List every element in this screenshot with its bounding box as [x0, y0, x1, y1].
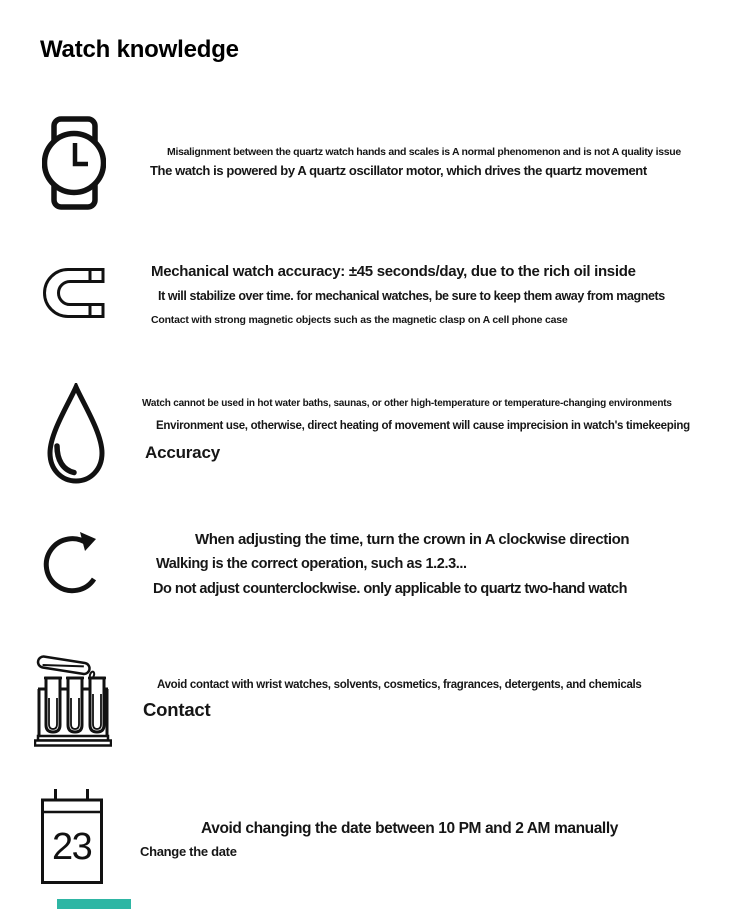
wristwatch-icon — [42, 113, 106, 213]
magnet-section-line2: It will stabilize over time. for mechanical watches, be sure to keep them away from magnets — [158, 289, 665, 303]
chemicals-section-heading: Contact — [143, 699, 211, 720]
clockwise-arrow-icon — [42, 528, 106, 596]
magnet-section-line3: Contact with strong magnetic objects such as the magnetic clasp on A cell phone case — [151, 314, 568, 326]
calendar-date-label: 23 — [52, 826, 92, 868]
heat-section-heading: Accuracy — [145, 443, 220, 462]
crown-section-line2: Walking is the correct operation, such as 1.2.3... — [156, 556, 467, 572]
chemicals-section-main: Avoid contact with wrist watches, solvents, cosmetics, fragrances, detergents, and chemicals — [157, 679, 642, 691]
date-section-main: Avoid changing the date between 10 PM and 2 AM manually — [201, 820, 618, 837]
quartz-section-note: Misalignment between the quartz watch hands and scales is A normal phenomenon and is not A quality issue — [167, 146, 681, 158]
heat-section-line2: Environment use, otherwise, direct heating of movement will cause imprecision in watch's timekeeping — [156, 420, 690, 432]
crown-section-line3: Do not adjust counterclockwise. only applicable to quartz two-hand watch — [153, 581, 627, 597]
crown-section-main: When adjusting the time, turn the crown in A clockwise direction — [195, 531, 630, 548]
page-title: Watch knowledge — [40, 36, 239, 63]
date-section-heading: Change the date — [140, 844, 237, 859]
water-drop-icon — [44, 383, 108, 485]
test-tubes-icon — [34, 648, 112, 748]
bottom-partial-button — [57, 899, 131, 909]
quartz-section-main: The watch is powered by A quartz oscillator motor, which drives the quartz movement — [150, 163, 647, 178]
magnet-icon — [40, 265, 106, 321]
magnet-section-main: Mechanical watch accuracy: ±45 seconds/day, due to the rich oil inside — [151, 263, 636, 280]
heat-section-note: Watch cannot be used in hot water baths, saunas, or other high-temperature or temperature-changing environments — [142, 398, 672, 409]
